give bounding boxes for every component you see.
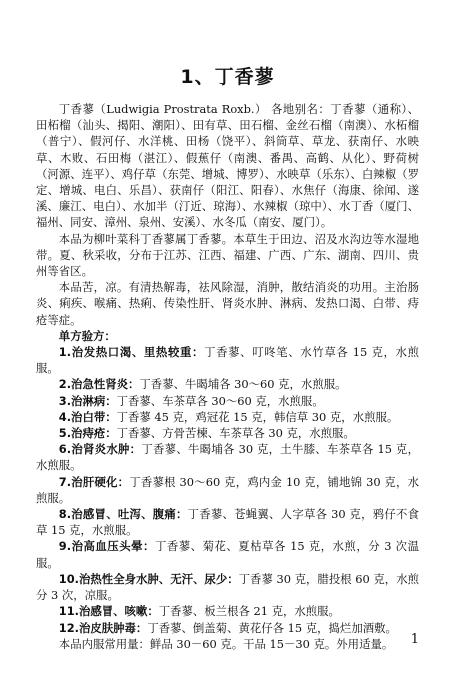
formula-text: 丁香蓼 45 克，鸡冠花 15 克，韩信草 30 克，水煎服。 [116, 409, 399, 424]
formula-item [36, 393, 419, 409]
formula-label: 12.治皮肤肿毒： [58, 620, 148, 635]
intro-paragraph: 丁香蓼（Ludwigia Prostrata Roxb.） 各地别名：丁香蓼（通称）、田柘榴（汕头、揭阳、潮阳）、田有草、田石榴、金丝石榴（南澳）、水柘榴（普宁）、假河仔、水洋桃、田杨（饶平）、斜筒草、草龙、获南仔、水映草、木败、石田梅（湛江）、假蕉仔（南澳、番禺、高鹤、从化）、野荷树（河源、连平）、鸡仔草（东莞、增城、博罗）、水映草（乐东）、白辣椒（罗定、增城、电白、乐昌）、获南仔（阳江、阳春）、水焦仔（海康、徐闻、遂溪、廉江、电白）、水加半（汀近、琼海）、水辣椒（琼中）、水丁香（厦门、福州、同安、漳州、泉州、安溪）、水冬瓜（南安、厦门）。 [36, 102, 419, 230]
page-number: 1 [410, 632, 419, 647]
formula-text: 丁香蓼、菊花、夏枯草各 15 克，水煎，分 3 次温服。 [36, 539, 419, 570]
formula-label: 2.治急性肾炎： [58, 377, 140, 392]
formula-text: 丁香蓼、叮咚笔、水竹草各 15 克，水煎服。 [36, 345, 419, 376]
formula-item [36, 571, 419, 603]
formula-item [36, 474, 419, 506]
formula-label: 1.治发热口渴、里热较重： [58, 345, 205, 360]
formula-item [36, 425, 419, 441]
formula-item [36, 620, 419, 636]
formula-label: 6.治肾炎水肿： [58, 442, 142, 457]
formula-item [36, 376, 419, 392]
formula-text: 丁香蓼、苍蝇翼、人字草各 30 克，鸦仔不食草 15 克，水煎服。 [36, 507, 419, 538]
formula-label: 9.治高血压头晕： [58, 539, 155, 554]
formula-label: 10.治热性全身水肿、无汗、尿少： [58, 571, 239, 586]
formula-list [36, 344, 419, 636]
formula-item [36, 506, 419, 538]
formulas-heading: 单方验方： [58, 328, 116, 343]
formula-label: 4.治白带： [58, 409, 117, 424]
formula-item [36, 538, 419, 570]
family-paragraph: 本品为柳叶菜科丁香蓼属丁香蓼。本草生于田边、沼及水沟边等水湿地带。夏、秋采收，分布于江苏、江西、福建、广西、广东、湖南、四川、贵州等省区。 [36, 231, 419, 279]
formula-label: 7.治肝硬化： [58, 474, 130, 489]
formula-text: 丁香蓼、牛暍埔各 30～60 克，水煎服。 [139, 377, 347, 392]
formula-label: 5.治痔疮： [58, 426, 117, 441]
page-title: 1、丁香蓼 [180, 66, 275, 88]
formula-label: 3.治淋病： [58, 393, 117, 408]
dosage-paragraph: 本品内服常用量：鲜品 30－60 克。干品 15－30 克。外用适量。 [58, 636, 394, 651]
formula-text: 丁香蓼、车茶草各 30～60 克，水煎服。 [116, 393, 324, 408]
property-paragraph: 本品苦，凉。有清热解毒，祛风除湿，消肿，散结消炎的功用。主治肠炎、痢疾、喉痛、热痢、传染性肝、肾炎水肿、淋病、发热口渴、白带、痔疮等症。 [36, 280, 419, 327]
formula-text: 丁香蓼 30 克，腊投根 60 克，水煎分 3 次，凉服。 [36, 571, 419, 603]
formula-text: 丁香蓼根 30～60 克，鸡内金 10 克，铺地锦 30 克，水煎服。 [36, 474, 419, 505]
formula-text: 丁香蓼、方骨苦楝、车茶草各 30 克，水煎服。 [116, 426, 355, 441]
formula-text: 丁香蓼、板兰根各 21 克，水煎服。 [158, 604, 340, 619]
formula-text: 丁香蓼、倒盖菊、黄花仔各 15 克，捣烂加酒敷。 [147, 620, 397, 635]
formula-text: 丁香蓼、牛暍埔各 30 克，土牛膝、车茶草各 15 克，水煎服。 [36, 442, 419, 473]
formula-item [36, 344, 419, 376]
formula-item [36, 441, 419, 473]
formula-label: 8.治感冒、吐泻、腹痛： [58, 507, 188, 522]
formula-item [36, 409, 419, 425]
formula-item [36, 603, 419, 619]
formula-label: 11.治感冒、咳嗽： [58, 604, 159, 619]
